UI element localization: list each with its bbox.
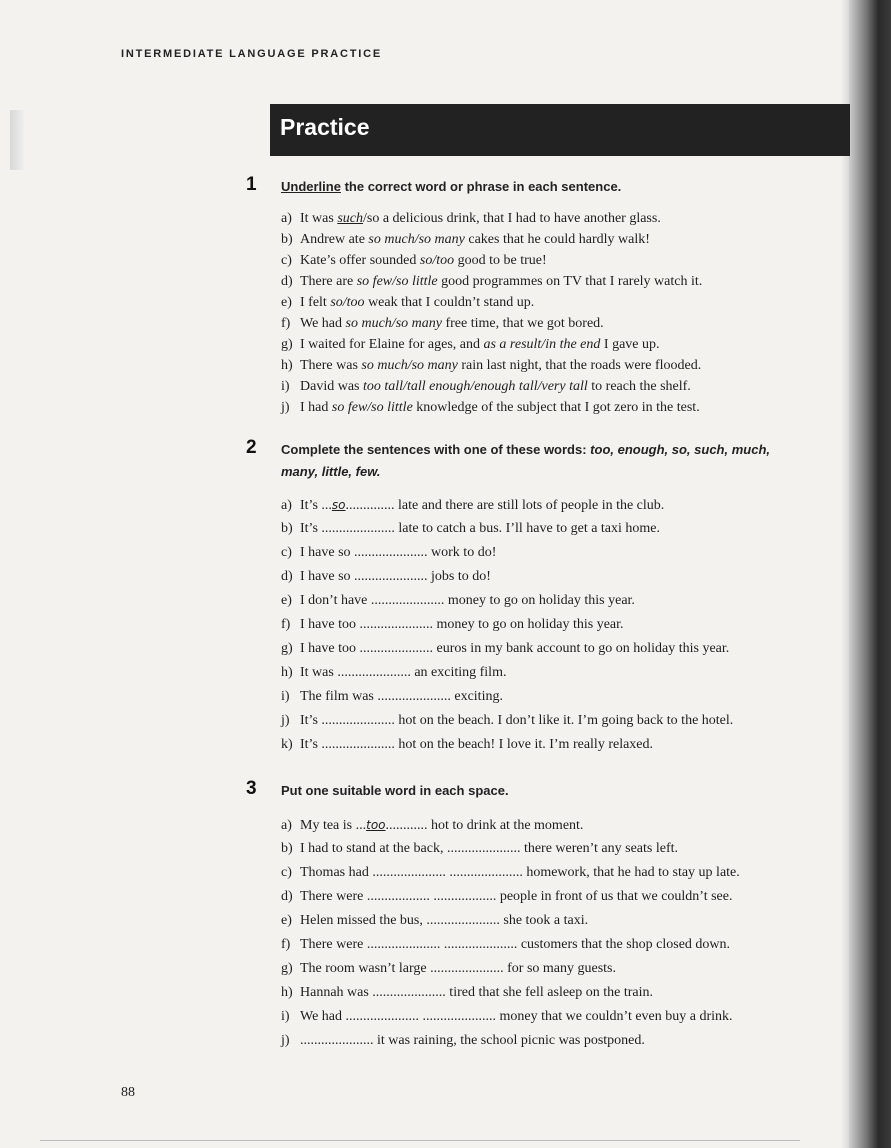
item-text: David was bbox=[300, 379, 363, 394]
exercise-3-items bbox=[281, 813, 841, 1053]
item-label: b) bbox=[281, 232, 293, 247]
item-text-with-gap[interactable]: I don’t have ..................... money to go on holiday this year. bbox=[300, 593, 635, 608]
item-text-with-gap[interactable]: It’s ..................... hot on the beach! I love it. I’m really relaxed. bbox=[300, 737, 654, 752]
item-label: j) bbox=[281, 713, 290, 728]
item-label: g) bbox=[281, 337, 293, 352]
item-text: I had bbox=[300, 400, 332, 415]
item-text: There was bbox=[300, 358, 362, 373]
item-text-with-gap[interactable]: I have too ..................... money to go on holiday this year. bbox=[300, 617, 624, 632]
item-label: c) bbox=[281, 865, 292, 880]
exercise-1-item bbox=[281, 250, 841, 271]
item-options[interactable]: so much/so many bbox=[345, 316, 442, 331]
item-label: h) bbox=[281, 358, 293, 373]
exercise-1-item bbox=[281, 334, 841, 355]
item-label: i) bbox=[281, 1009, 290, 1024]
exercise-3-item bbox=[281, 813, 841, 837]
item-label: d) bbox=[281, 274, 293, 289]
item-text-with-gap[interactable]: There were ..................... ..................... customers that the shop closed down. bbox=[300, 937, 731, 952]
exercise-2-instruction-plain: Complete the sentences with one of these words: bbox=[281, 442, 591, 457]
item-options[interactable]: so much/so many bbox=[361, 358, 458, 373]
item-text: knowledge of the subject that I got zero in the test. bbox=[412, 400, 700, 415]
item-label: i) bbox=[281, 689, 290, 704]
item-label: b) bbox=[281, 521, 293, 536]
item-label: a) bbox=[281, 818, 292, 833]
item-text-with-gap[interactable]: There were .................. .................. people in front of us that we couldn’t see. bbox=[300, 889, 733, 904]
exercise-1-item bbox=[281, 313, 841, 334]
item-text: I gave up. bbox=[600, 337, 660, 352]
item-text-with-gap[interactable]: I have so ..................... jobs to do! bbox=[300, 569, 491, 584]
exercise-2-item bbox=[281, 517, 841, 541]
exercise-2-item bbox=[281, 733, 841, 757]
exercise-1-item bbox=[281, 271, 841, 292]
item-label: c) bbox=[281, 253, 292, 268]
item-text-with-gap[interactable]: ..................... it was raining, the school picnic was postponed. bbox=[300, 1033, 645, 1048]
exercise-1-instruction-rest: the correct word or phrase in each sentence. bbox=[340, 179, 622, 194]
item-options[interactable]: so few/so little bbox=[331, 400, 413, 415]
item-text-with-gap[interactable]: It’s ..................... late to catch a bus. I’ll have to get a taxi home. bbox=[300, 521, 661, 536]
exercise-2-item bbox=[281, 565, 841, 589]
item-text: ............ hot to drink at the moment. bbox=[385, 818, 584, 833]
exercise-3-item bbox=[281, 933, 841, 957]
exercise-2-item bbox=[281, 493, 841, 517]
item-text: free time, that we got bored. bbox=[441, 316, 604, 331]
exercise-2-item bbox=[281, 685, 841, 709]
item-label: g) bbox=[281, 641, 293, 656]
item-text: Kate’s offer sounded bbox=[300, 253, 420, 268]
exercise-3-item bbox=[281, 1029, 841, 1053]
item-options[interactable]: such bbox=[337, 211, 363, 226]
page-number: 88 bbox=[121, 1085, 135, 1100]
item-options[interactable]: so few/so little bbox=[356, 274, 438, 289]
section-banner bbox=[270, 104, 850, 156]
exercise-1-number: 1 bbox=[246, 174, 257, 195]
item-label: c) bbox=[281, 545, 292, 560]
item-label: f) bbox=[281, 316, 291, 331]
item-text: to reach the shelf. bbox=[587, 379, 691, 394]
running-head: INTERMEDIATE LANGUAGE PRACTICE bbox=[121, 48, 382, 60]
exercise-1-item bbox=[281, 208, 841, 229]
item-label: h) bbox=[281, 665, 293, 680]
item-text-with-gap[interactable]: Helen missed the bus, ..................... she took a taxi. bbox=[300, 913, 589, 928]
item-label: a) bbox=[281, 211, 292, 226]
item-text: I waited for Elaine for ages, and bbox=[300, 337, 484, 352]
item-text-with-gap[interactable]: I have so ..................... work to do! bbox=[300, 545, 497, 560]
exercise-2-item bbox=[281, 613, 841, 637]
item-text: We had bbox=[300, 316, 346, 331]
exercise-2-item bbox=[281, 709, 841, 733]
handwritten-answer: too bbox=[366, 818, 386, 832]
item-label: i) bbox=[281, 379, 290, 394]
item-text-with-gap[interactable]: Thomas had ..................... ..................... homework, that he had to stay up late. bbox=[300, 865, 740, 880]
item-text: It’s ... bbox=[300, 498, 332, 513]
item-text: rain last night, that the roads were flooded. bbox=[457, 358, 702, 373]
item-text-with-gap[interactable]: It’s ..................... hot on the beach. I don’t like it. I’m going back to the hotel. bbox=[300, 713, 734, 728]
item-text: .............. late and there are still lots of people in the club. bbox=[345, 498, 665, 513]
exercise-3-instruction: Put one suitable word in each space. bbox=[281, 783, 509, 798]
section-title: Practice bbox=[280, 114, 370, 140]
item-text: There are bbox=[300, 274, 357, 289]
item-label: d) bbox=[281, 569, 293, 584]
item-options[interactable]: so much/so many bbox=[368, 232, 465, 247]
item-label: b) bbox=[281, 841, 293, 856]
item-label: g) bbox=[281, 961, 293, 976]
exercise-2-item bbox=[281, 589, 841, 613]
exercise-2-word-list-cont: many, little, few. bbox=[281, 464, 381, 479]
item-text: cakes that he could hardly walk! bbox=[464, 232, 650, 247]
item-label: e) bbox=[281, 913, 292, 928]
item-label: e) bbox=[281, 295, 292, 310]
item-text: good programmes on TV that I rarely watch it. bbox=[437, 274, 703, 289]
book-gutter-fade bbox=[841, 0, 849, 1148]
exercise-1-items bbox=[281, 208, 841, 418]
exercise-1-item bbox=[281, 229, 841, 250]
item-text-with-gap[interactable]: The film was ..................... exciting. bbox=[300, 689, 503, 704]
item-text: My tea is ... bbox=[300, 818, 367, 833]
item-label: f) bbox=[281, 937, 291, 952]
item-text-with-gap[interactable]: The room wasn’t large ..................... for so many guests. bbox=[300, 961, 616, 976]
book-gutter bbox=[849, 0, 891, 1148]
item-label: j) bbox=[281, 1033, 290, 1048]
item-label: h) bbox=[281, 985, 293, 1000]
exercise-1-item bbox=[281, 292, 841, 313]
exercise-2-item bbox=[281, 661, 841, 685]
exercise-3-item bbox=[281, 1005, 841, 1029]
exercise-3-item bbox=[281, 861, 841, 885]
exercise-1-item bbox=[281, 376, 841, 397]
item-text-with-gap[interactable]: We had ..................... ..................... money that we couldn’t even buy a drink. bbox=[300, 1009, 733, 1024]
item-text: I felt bbox=[300, 295, 331, 310]
exercise-2-items bbox=[281, 493, 841, 757]
item-text: Andrew ate bbox=[300, 232, 369, 247]
item-options[interactable]: so/too bbox=[330, 295, 365, 310]
exercise-2-word-list: too, enough, so, such, much, bbox=[590, 442, 771, 457]
page-bottom-line bbox=[40, 1140, 800, 1141]
item-text: /so a delicious drink, that I had to have another glass. bbox=[363, 211, 661, 226]
item-text-with-gap[interactable]: I had to stand at the back, ..................... there weren’t any seats left. bbox=[300, 841, 679, 856]
exercise-1-item bbox=[281, 397, 841, 418]
handwritten-answer: so bbox=[331, 498, 346, 512]
exercise-1-item bbox=[281, 355, 841, 376]
item-options[interactable]: too tall/tall enough/enough tall/very tall bbox=[363, 379, 588, 394]
exercise-2-instruction bbox=[281, 439, 821, 483]
item-options[interactable]: as a result/in the end bbox=[483, 337, 601, 352]
exercise-2-item bbox=[281, 637, 841, 661]
item-label: a) bbox=[281, 498, 292, 513]
item-text: weak that I couldn’t stand up. bbox=[364, 295, 535, 310]
exercise-3-item bbox=[281, 837, 841, 861]
exercise-3-number: 3 bbox=[246, 778, 257, 799]
item-label: f) bbox=[281, 617, 291, 632]
item-text: good to be true! bbox=[454, 253, 547, 268]
exercise-3-item bbox=[281, 909, 841, 933]
exercise-3-item bbox=[281, 981, 841, 1005]
exercise-1-instruction bbox=[281, 176, 821, 198]
item-text-with-gap[interactable]: Hannah was ..................... tired that she fell asleep on the train. bbox=[300, 985, 654, 1000]
item-label: k) bbox=[281, 737, 293, 752]
item-text-with-gap[interactable]: It was ..................... an exciting film. bbox=[300, 665, 507, 680]
exercise-1-instruction-underlined: Underline bbox=[281, 179, 341, 194]
item-label: d) bbox=[281, 889, 293, 904]
exercise-2-number: 2 bbox=[246, 437, 257, 458]
exercise-3-item bbox=[281, 957, 841, 981]
item-text-with-gap[interactable]: I have too ..................... euros in my bank account to go on holiday this year. bbox=[300, 641, 730, 656]
item-label: e) bbox=[281, 593, 292, 608]
item-label: j) bbox=[281, 400, 290, 415]
exercise-3-item bbox=[281, 885, 841, 909]
exercise-2-item bbox=[281, 541, 841, 565]
item-options[interactable]: so/too bbox=[419, 253, 455, 268]
page-shadow bbox=[10, 110, 24, 170]
item-text: It was bbox=[300, 211, 338, 226]
